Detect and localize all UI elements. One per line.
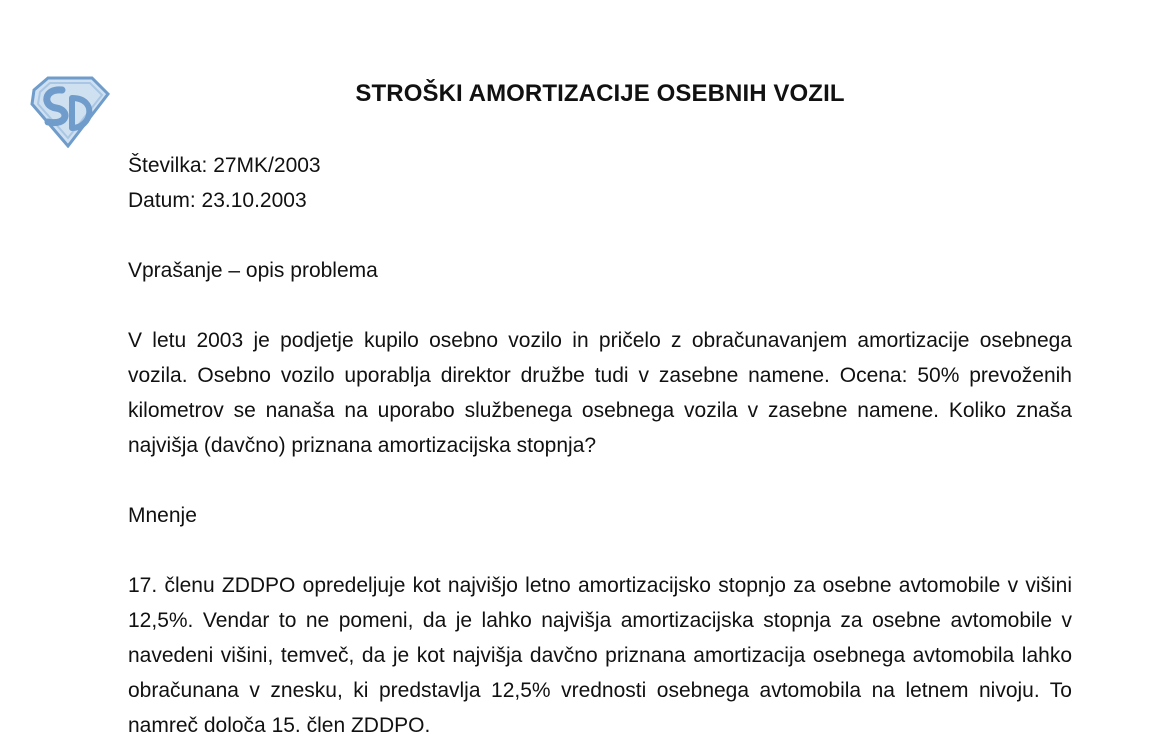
document-number: Številka: 27MK/2003 [128,154,321,177]
opinion-heading: Mnenje [128,504,197,527]
spacer [128,288,1072,323]
spacer [128,218,1072,253]
diamond-logo-icon [26,76,112,148]
question-heading: Vprašanje – opis problema [128,259,378,282]
spacer [128,463,1072,498]
question-paragraph: V letu 2003 je podjetje kupilo osebno vozilo in pričelo z obračunavanjem amortizacije osebnega vozila. Osebno vozilo uporablja direktor družbe tudi v zasebne namene. Ocena: 50% prevoženih kilometrov se nanaša na uporabo službenega osebnega vozila v zasebne namene. Koliko znaša najvišja (davčno) priznana amortizacijska stopnja? [128,329,1072,457]
document-title: STROŠKI AMORTIZACIJE OSEBNIH VOZIL [355,80,845,107]
opinion-paragraph: 17. členu ZDDPO opredeljuje kot najvišjo letno amortizacijsko stopnjo za osebne avtomobile v višini 12,5%. Vendar to ne pomeni, da je lahko najvišja amortizacijska stopnja za osebne avtomobile v navedeni višini, temveč, da je kot najvišja davčno priznana amortizacija osebnega avtomobila lahko obračunana v znesku, ki predstavlja 12,5% vrednosti osebnega avtomobila na letnem nivoju. To namreč določa 15. člen ZDDPO. [128,574,1072,737]
document-date: Datum: 23.10.2003 [128,189,307,212]
document-body [128,148,1072,743]
logo [26,76,112,148]
spacer [128,533,1072,568]
